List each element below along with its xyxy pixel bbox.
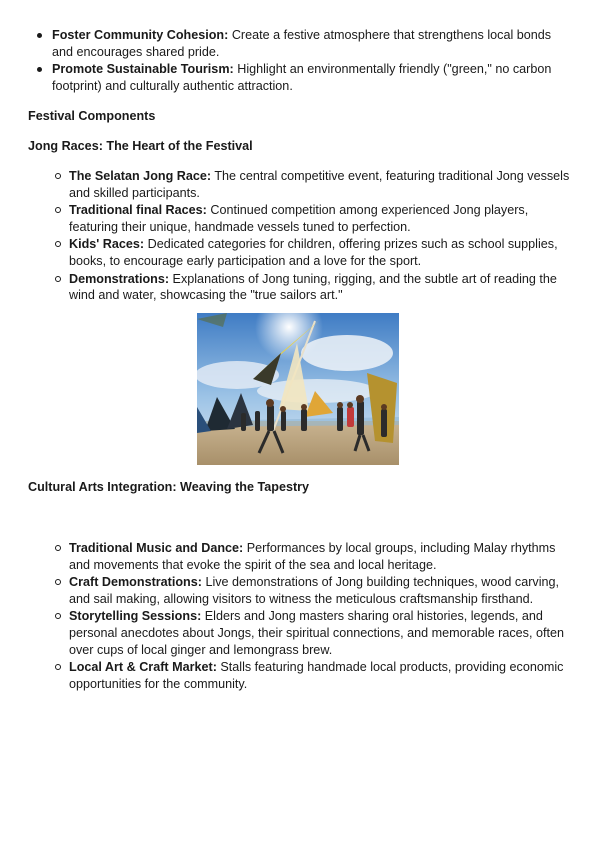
item-term: Kids' Races: — [69, 237, 145, 252]
circle-bullet-icon — [55, 664, 61, 670]
list-item — [69, 271, 574, 304]
list-item — [69, 574, 574, 607]
item-term: Local Art & Craft Market: — [69, 660, 217, 675]
item-term: Foster Community Cohesion: — [52, 28, 229, 42]
item-text: Stalls featuring handmade local products, providing economic opportunities for the community. — [69, 660, 564, 691]
list-item — [69, 608, 574, 658]
item-term: Promote Sustainable Tourism: — [52, 62, 234, 77]
jong-races-list — [69, 168, 574, 305]
list-item — [69, 236, 574, 269]
item-text: Continued competition among experienced Jong players, featuring their unique, handmade vessels tuned to perfection. — [69, 203, 529, 234]
bullet-icon — [37, 33, 42, 38]
list-item — [69, 168, 574, 201]
item-text: Create a festive atmosphere that strengthens local bonds and encourages shared pride. — [52, 28, 552, 59]
section-title: Festival Components — [28, 109, 156, 123]
item-term: Storytelling Sessions: — [69, 609, 202, 624]
item-term: Traditional final Races: — [69, 203, 207, 218]
circle-bullet-icon — [55, 241, 61, 247]
list-item — [69, 540, 574, 573]
circle-bullet-icon — [55, 173, 61, 179]
circle-bullet-icon — [55, 545, 61, 551]
circle-bullet-icon — [55, 613, 61, 619]
cultural-arts-list — [69, 540, 574, 693]
item-text: The central competitive event, featuring traditional Jong vessels and skilled participants. — [69, 169, 570, 200]
list-item — [52, 61, 572, 94]
item-term: Craft Demonstrations: — [69, 575, 202, 590]
list-item — [69, 202, 574, 235]
list-item — [69, 659, 574, 692]
list-item — [52, 27, 572, 60]
goals-list — [52, 27, 572, 95]
item-text: Highlight an environmentally friendly ("green," no carbon footprint) and culturally authentic attraction. — [52, 62, 552, 93]
item-text: Elders and Jong masters sharing oral histories, legends, and personal anecdotes about Jongs, their spiritual connections, and memorable races, often over cups of local ginger and lemongrass brew. — [69, 609, 564, 657]
circle-bullet-icon — [55, 276, 61, 282]
circle-bullet-icon — [55, 207, 61, 213]
item-text: Performances by local groups, including Malay rhythms and movements that evoke the spirit of the sea and local heritage. — [69, 541, 556, 572]
item-term: The Selatan Jong Race: — [69, 169, 212, 183]
item-term: Demonstrations: — [69, 271, 170, 286]
bullet-icon — [37, 67, 42, 72]
item-text: Explanations of Jong tuning, rigging, and the subtle art of reading the wind and water, showcasing the "true sailors art." — [69, 271, 557, 303]
circle-bullet-icon — [55, 579, 61, 585]
item-text: Dedicated categories for children, offering prizes such as school supplies, books, to encourage early participation and a love for the sport. — [69, 237, 558, 268]
cultural-arts-heading: Cultural Arts Integration: Weaving the Tapestry — [28, 480, 310, 494]
item-text: Live demonstrations of Jong building techniques, wood carving, and sail making, allowing visitors to witness the meticulous craftsmanship firsthand. — [69, 575, 559, 606]
jong-festival-photo — [197, 313, 399, 465]
jong-races-heading: Jong Races: The Heart of the Festival — [28, 139, 253, 153]
item-term: Traditional Music and Dance: — [69, 541, 244, 555]
